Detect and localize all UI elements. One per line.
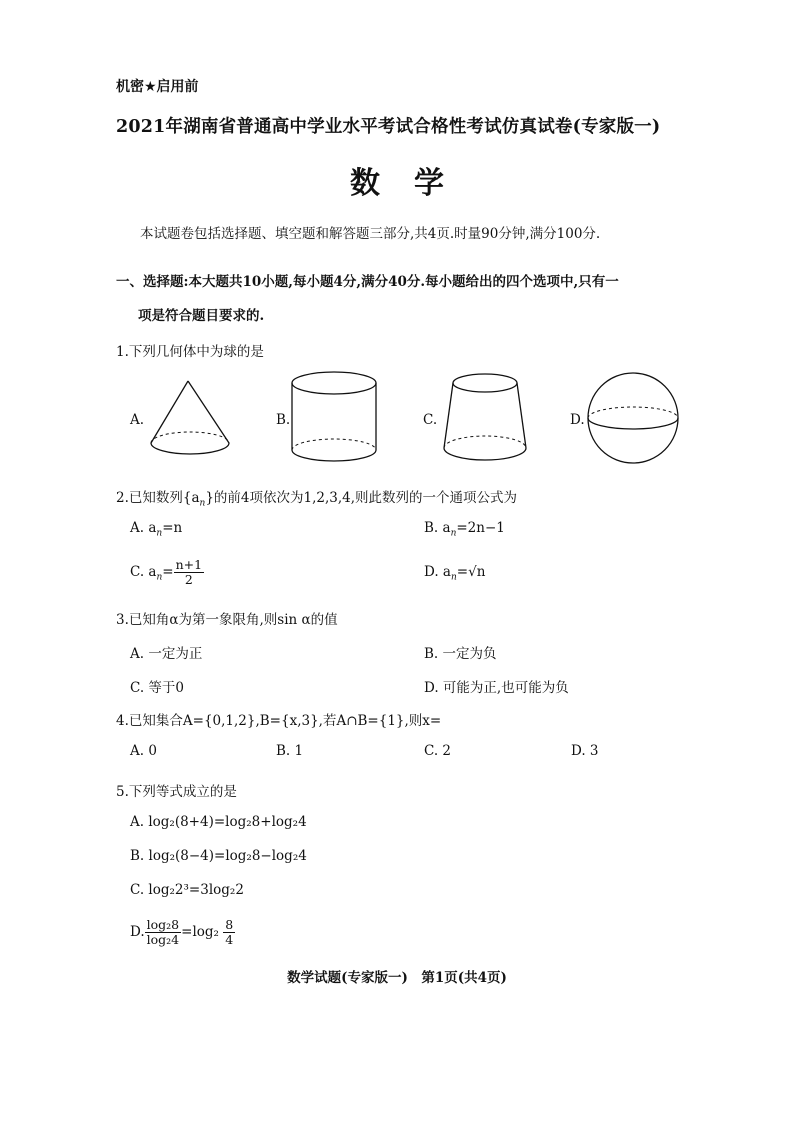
section-heading-cont: 项是符合题目要求的. (138, 308, 265, 324)
q3-option-a: A. 一定为正 (130, 646, 203, 662)
subject-title: 数学 (350, 166, 478, 201)
q2-option-a: A. $a_n=n$ (130, 520, 183, 539)
q5-d-fraction-left: $\frac{\text{log₂8}}{\text{log₂4}}$ (146, 917, 180, 947)
q5-d-fraction-right: $\frac{8}{4}$ (225, 917, 234, 947)
q2-option-d: D. $a_n=√n$ (424, 564, 486, 583)
q3-option-d: D. 可能为正,也可能为负 (424, 680, 569, 696)
q2-option-c: C. $a_n=$ $\frac{n+1}{2}$ (130, 557, 203, 587)
section-heading: 一、选择题:本大题共10小题,每小题4分,满分40分.每小题给出的四个选项中,只有一 (116, 274, 619, 290)
frustum-icon (440, 368, 530, 468)
q5-option-b: B. log₂(8−4)=log₂8−log₂4 (130, 848, 307, 864)
q5-option-d: D. $\frac{\text{log₂8}}{\text{log₂4}}$ =log₂ $\frac{8}{4}$ (130, 917, 234, 947)
q4-option-a: A. 0 (130, 743, 157, 759)
question-2-stem: 2.已知数列$\{a_n\}$的前4项依次为1,2,3,4,则此数列的一个通项公式为 (116, 490, 518, 509)
question-3-stem: 3.已知角α为第一象限角,则sin α的值 (116, 612, 338, 628)
q5-option-c: C. log₂2³=3log₂2 (130, 882, 244, 898)
q4-option-c: C. 2 (424, 743, 452, 759)
question-4-stem: 4.已知集合A={0,1,2},B={x,3},若A∩B={1},则x= (116, 713, 442, 729)
question-1-stem: 1.下列几何体中为球的是 (116, 344, 264, 360)
confidential-label: 机密★启用前 (116, 79, 199, 95)
q1-option-c-label: C. (423, 412, 438, 428)
cone-icon (146, 375, 236, 465)
q1-option-a-label: A. (130, 412, 145, 428)
q1-option-d-label: D. (570, 412, 585, 428)
q4-option-b: B. 1 (276, 743, 304, 759)
q1-option-b-label: B. (276, 412, 291, 428)
q2-option-b: B. $a_n=2n-1$ (424, 520, 505, 539)
cylinder-icon (288, 368, 380, 468)
exam-title: 2021年湖南省普通高中学业水平考试合格性考试仿真试卷(专家版一) (116, 117, 661, 137)
q4-option-d: D. 3 (571, 743, 599, 759)
q3-option-c: C. 等于0 (130, 680, 185, 696)
page-footer: 数学试题(专家版一) 第1页(共4页) (287, 970, 507, 986)
q5-option-a: A. log₂(8+4)=log₂8+log₂4 (130, 814, 307, 830)
q2-c-fraction: $\frac{n+1}{2}$ (175, 557, 203, 587)
q3-option-b: B. 一定为负 (424, 646, 497, 662)
sphere-icon (585, 370, 681, 466)
exam-intro: 本试题卷包括选择题、填空题和解答题三部分,共4页.时量90分钟,满分100分. (140, 226, 601, 242)
question-5-stem: 5.下列等式成立的是 (116, 784, 237, 800)
